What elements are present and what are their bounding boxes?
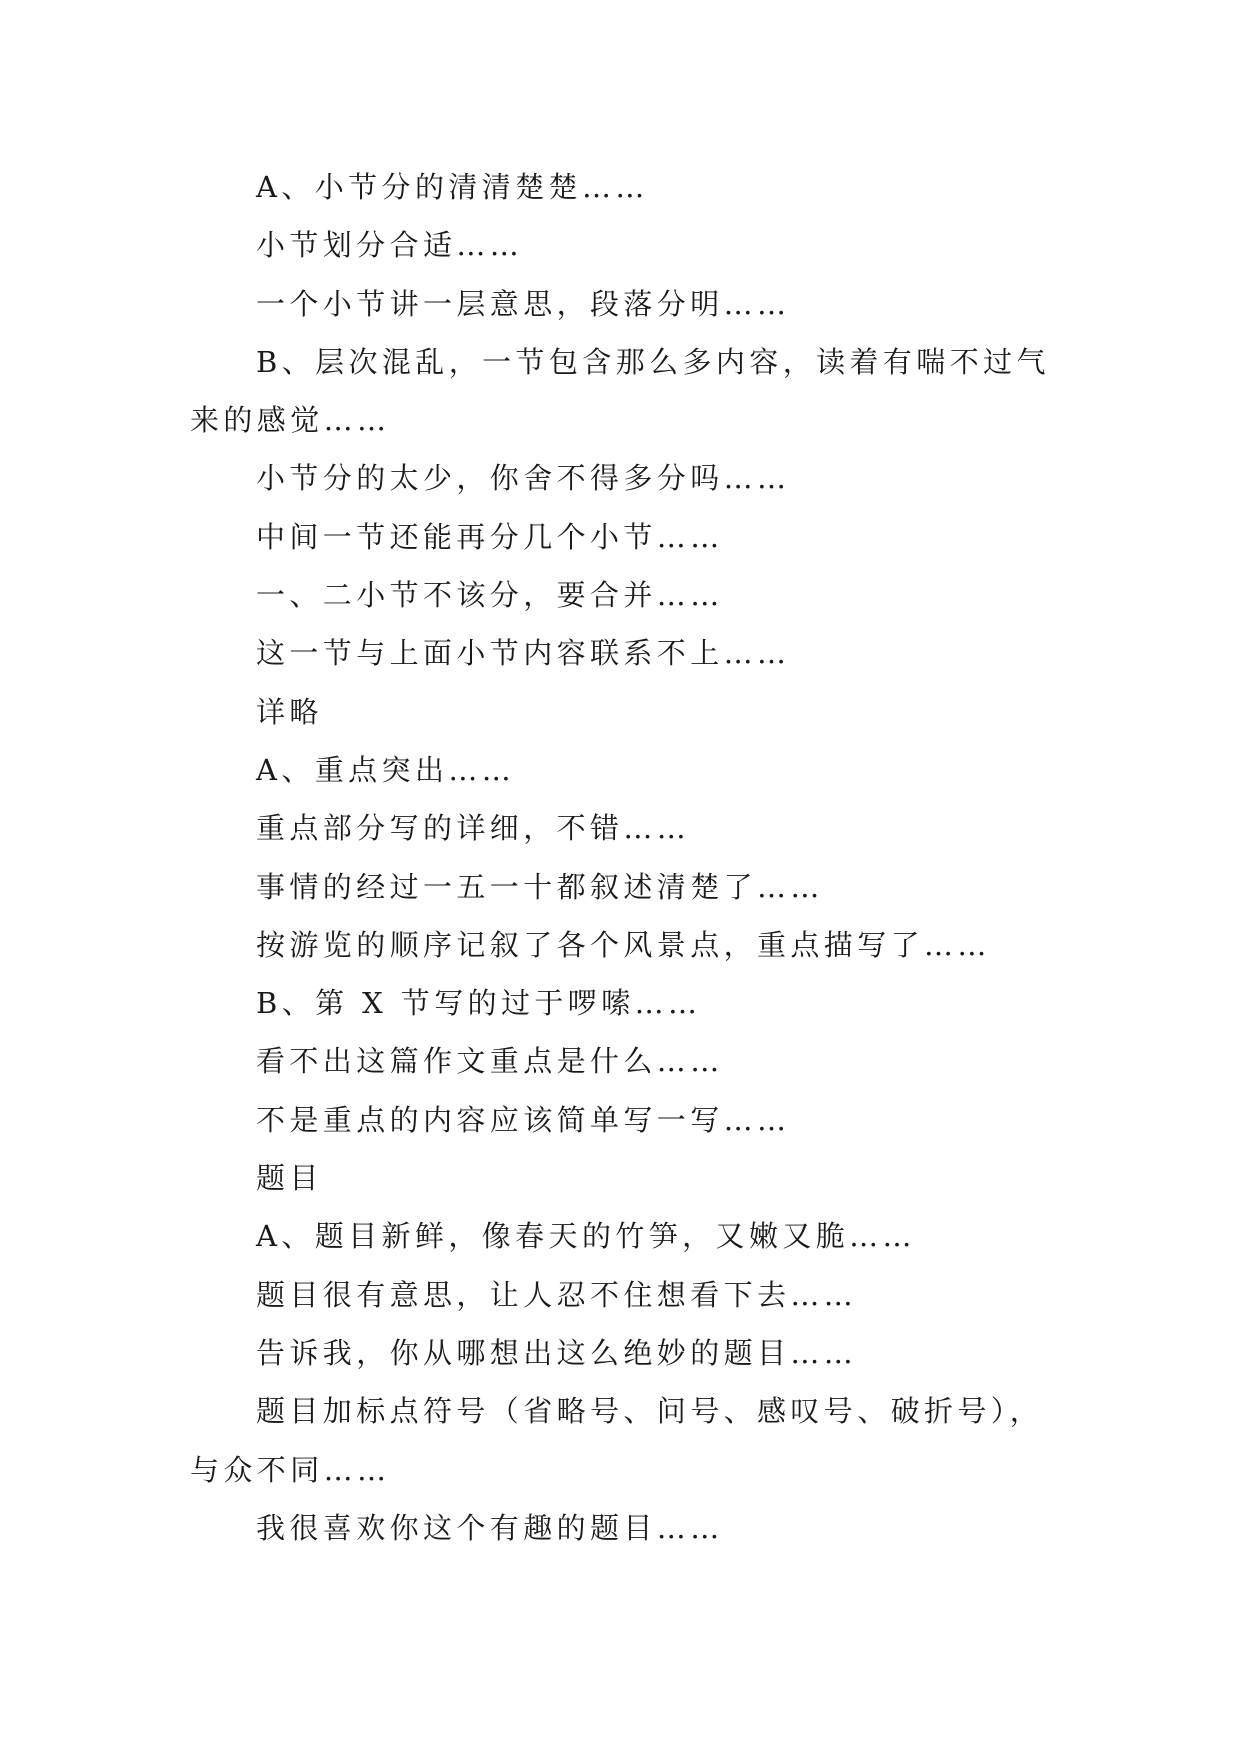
paragraph: 按游览的顺序记叙了各个风景点，重点描写了…… — [256, 927, 991, 962]
paragraph: 题目很有意思，让人忍不住想看下去…… — [256, 1277, 858, 1312]
paragraph: 重点部分写的详细，不错…… — [256, 811, 691, 846]
paragraph: B、层次混乱，一节包含那么多内容，读着有喘不过气来的感觉…… — [190, 344, 1050, 438]
paragraph: 我很喜欢你这个有趣的题目…… — [256, 1510, 724, 1545]
paragraph: 这一节与上面小节内容联系不上…… — [256, 636, 791, 671]
paragraph: 小节划分合适…… — [256, 228, 524, 263]
paragraph: 一个小节讲一层意思，段落分明…… — [256, 286, 791, 321]
paragraph: 中间一节还能再分几个小节…… — [256, 519, 724, 554]
paragraph: 事情的经过一五一十都叙述清楚了…… — [256, 869, 824, 904]
paragraph: 不是重点的内容应该简单写一写…… — [256, 1102, 791, 1137]
paragraph: 看不出这篇作文重点是什么…… — [256, 1044, 724, 1079]
paragraph: 小节分的太少，你舍不得多分吗…… — [256, 461, 791, 496]
paragraph: 一、二小节不该分，要合并…… — [256, 578, 724, 613]
paragraph: A、小节分的清清楚楚…… — [256, 170, 649, 204]
section-heading-title: 题目 — [256, 1161, 323, 1196]
paragraph: B、第 X 节写的过于啰嗦…… — [256, 986, 702, 1021]
paragraph: 题目加标点符号（省略号、问号、感叹号、破折号），与众不同…… — [190, 1394, 1044, 1487]
paragraph: A、重点突出…… — [256, 752, 516, 787]
paragraph: A、题目新鲜，像春天的竹笋，又嫩又脆…… — [256, 1219, 916, 1254]
document-body — [190, 158, 1050, 1557]
section-heading-detail: 详略 — [256, 694, 323, 729]
paragraph: 告诉我，你从哪想出这么绝妙的题目…… — [256, 1335, 858, 1370]
